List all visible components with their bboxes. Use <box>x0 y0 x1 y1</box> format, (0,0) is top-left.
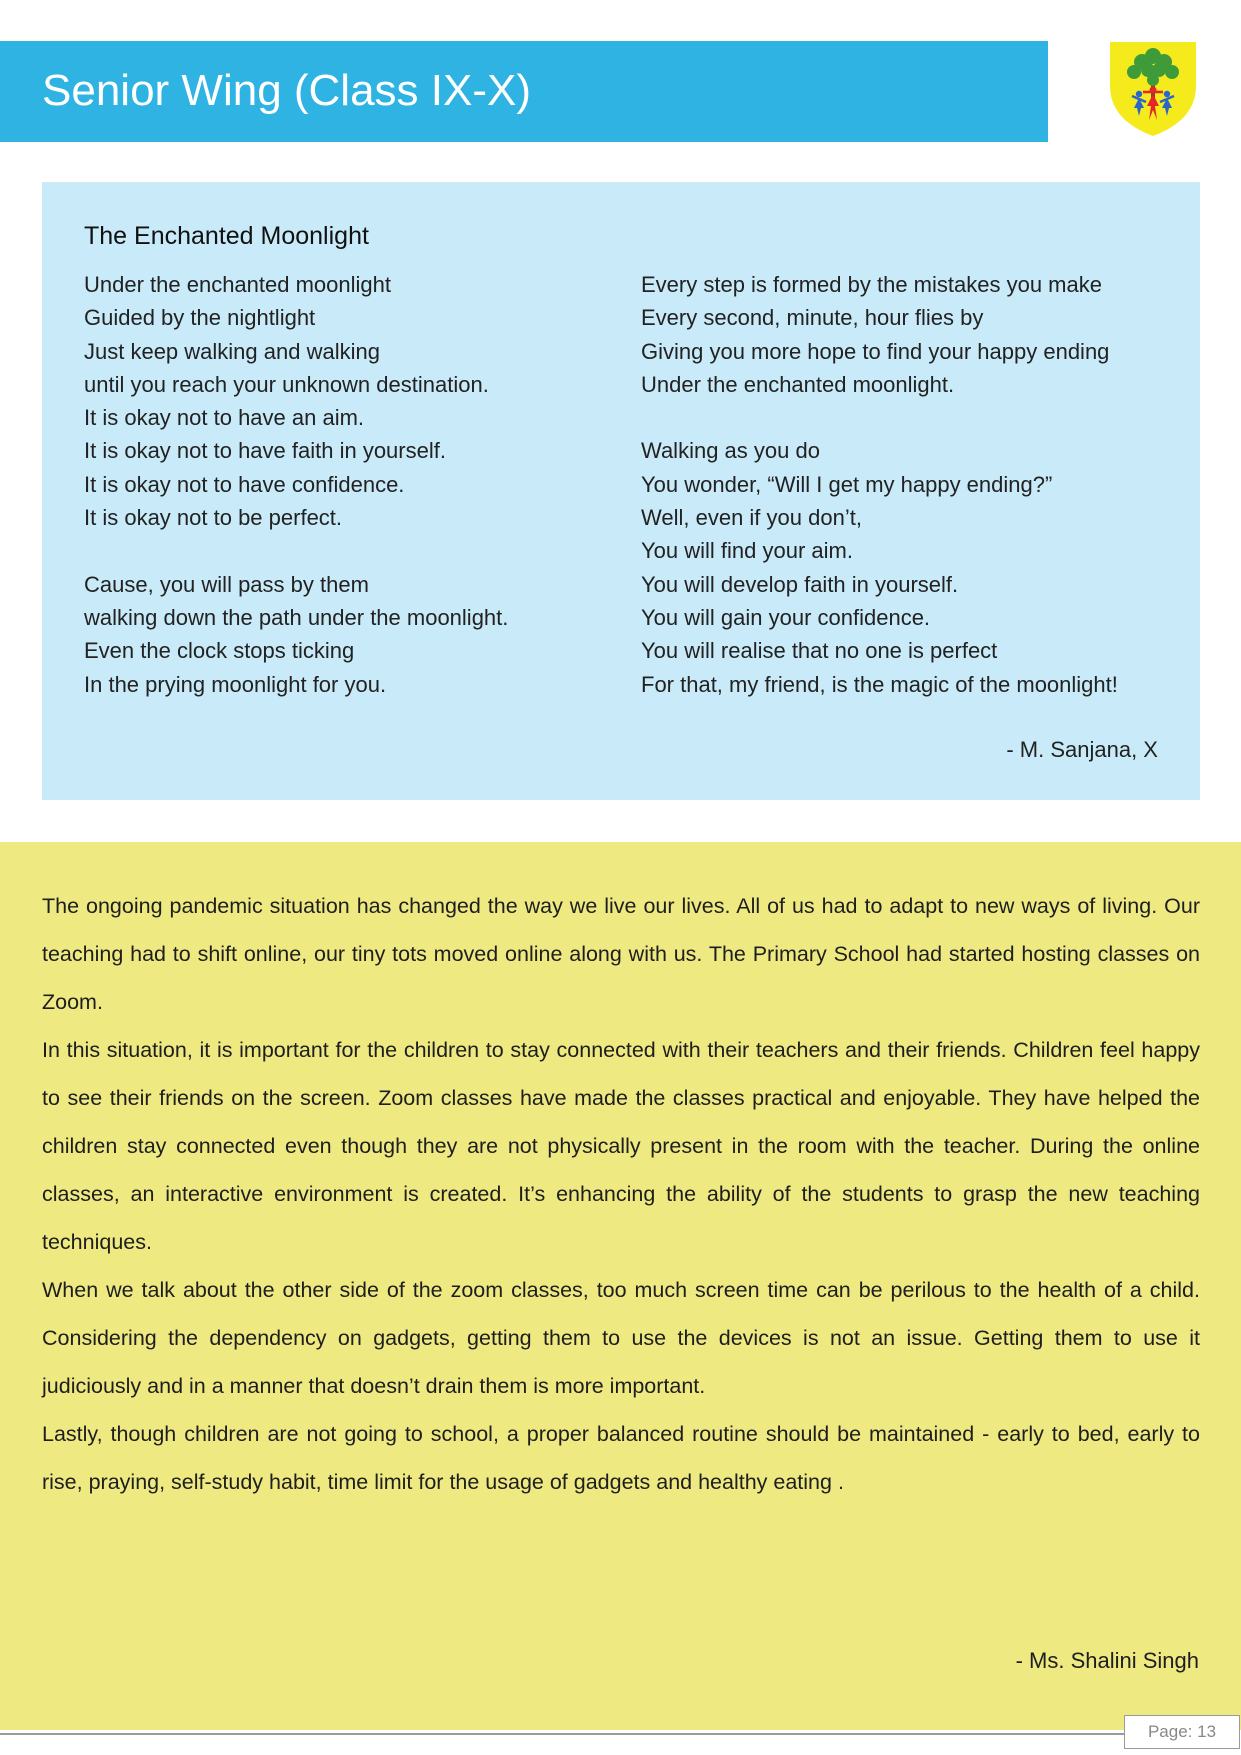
poem-stanza-break <box>641 401 1181 434</box>
poem-line: Cause, you will pass by them <box>84 571 369 597</box>
poem-line: until you reach your unknown destination. <box>84 371 489 397</box>
poem-line: Guided by the nightlight <box>84 305 316 331</box>
poem-line: Every second, minute, hour flies by <box>641 305 984 331</box>
school-crest-tree-icon <box>1098 36 1208 146</box>
poem-line: It is okay not to have an aim. <box>84 405 365 431</box>
poem-author: - M. Sanjana, X <box>1006 737 1158 762</box>
poem-line: Under the enchanted moonlight. <box>641 371 955 397</box>
poem-line: You will gain your confidence. <box>641 604 931 630</box>
poem-line: Even the clock stops ticking <box>84 638 355 664</box>
poem-line: You will find your aim. <box>641 538 853 564</box>
poem-line: walking down the path under the moonlight. <box>84 604 509 630</box>
poem-line: Under the enchanted moonlight <box>84 272 391 297</box>
poem-column-right <box>641 268 1181 701</box>
poem-line: It is okay not to be perfect. <box>84 505 343 531</box>
footer-divider <box>0 1733 1124 1735</box>
poem-line: It is okay not to have faith in yourself. <box>84 438 446 464</box>
poem-panel <box>42 182 1200 800</box>
poem-line: Every step is formed by the mistakes you make <box>641 272 1102 297</box>
article-paragraph: Lastly, though children are not going to school, a proper balanced routine should be maintained - early to bed, early to rise, praying, self-study habit, time limit for the usage of gadgets and healthy eating . <box>42 1422 1200 1494</box>
poem-line: Well, even if you don’t, <box>641 505 862 531</box>
poem-line: You wonder, “Will I get my happy ending?” <box>641 471 1053 497</box>
article-author: - Ms. Shalini Singh <box>1015 1648 1199 1673</box>
article-paragraph: In this situation, it is important for the children to stay connected with their teachers and their friends. Children feel happy to see their friends on the screen. Zoom classes have made the classes practical and enjoyable. They have helped the children stay connected even though they are not physically present in the room with the teacher. During the online classes, an interactive environment is created. It’s enhancing the ability of the students to grasp the new teaching techniques. <box>42 1038 1200 1254</box>
poem-line: Walking as you do <box>641 438 820 464</box>
poem-line: Giving you more hope to find your happy ending <box>641 338 1110 364</box>
poem-column-left <box>84 268 604 701</box>
article-paragraph: When we talk about the other side of the zoom classes, too much screen time can be perilous to the health of a child. Considering the dependency on gadgets, getting them to use the devices is not an issue. Getting them to use it judiciously and in a manner that doesn’t drain them is more important. <box>42 1278 1200 1398</box>
poem-line: You will develop faith in yourself. <box>641 571 959 597</box>
poem-line: You will realise that no one is perfect <box>641 638 998 664</box>
poem-line: For that, my friend, is the magic of the moonlight! <box>641 671 1118 697</box>
poem-stanza-break <box>84 534 604 567</box>
poem-title: The Enchanted Moonlight <box>84 222 369 250</box>
page-number: Page: 13 <box>1124 1715 1240 1749</box>
section-title: Senior Wing (Class IX-X) <box>42 66 532 115</box>
page-header-bar <box>0 41 1048 142</box>
poem-line: In the prying moonlight for you. <box>84 671 387 697</box>
article-panel <box>0 842 1241 1730</box>
poem-line: Just keep walking and walking <box>84 338 380 364</box>
poem-line: It is okay not to have confidence. <box>84 471 405 497</box>
article-paragraph: The ongoing pandemic situation has changed the way we live our lives. All of us had to adapt to new ways of living. Our teaching had to shift online, our tiny tots moved online along with us. The Primary School had started hosting classes on Zoom. <box>42 894 1200 1014</box>
